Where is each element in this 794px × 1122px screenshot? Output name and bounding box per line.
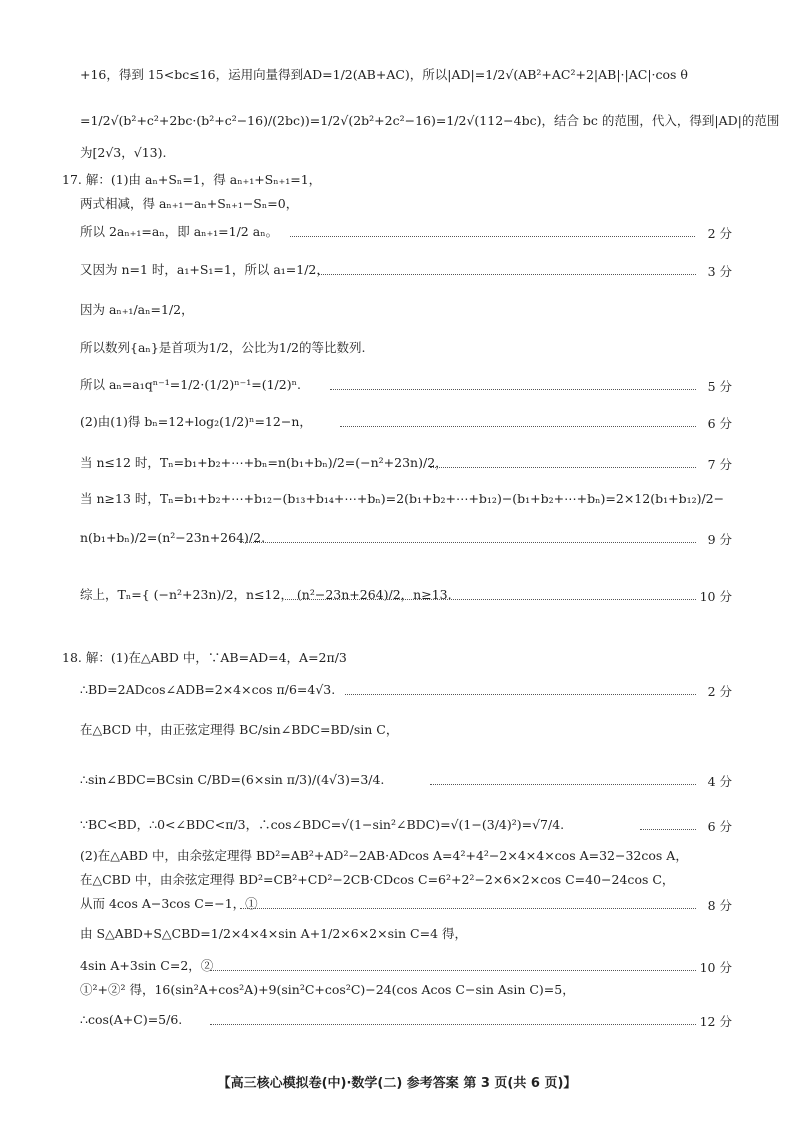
score-label: 12 分 [699,1014,732,1029]
text-line: +16，得到 15<bc≤16，运用向量得到AD=1/2(AB+AC)，所以|AD|=1/2√(AB²+AC²+2|AB|·|AC|·cos θ [80,67,688,82]
score-label: 6 分 [707,416,732,431]
text-line: 从而 4cos A−3cos C=−1，① [80,896,258,911]
page-footer: 【高三核心模拟卷(中)·数学(二) 参考答案 第 3 页(共 6 页)】 [217,1076,577,1091]
text-line: 4sin A+3sin C=2，② [80,958,214,973]
text-line: 18. 解：(1)在△ABD 中，∵AB=AD=4，A=2π/3 [62,650,347,665]
text-line: 因为 aₙ₊₁/aₙ=1/2， [80,302,194,317]
text-line: ∵BC<BD，∴0<∠BDC<π/3，∴cos∠BDC=√(1−sin²∠BDC)=√(1−(3/4)²)=√7/4. [80,817,565,832]
text-line: 由 S△ABD+S△CBD=1/2×4×4×sin A+1/2×6×2×sin C=4 得， [80,926,468,941]
score-label: 5 分 [707,379,732,394]
text-line: 又因为 n=1 时，a₁+S₁=1，所以 a₁=1/2， [80,262,329,277]
text-line: 所以数列{aₙ}是首项为1/2，公比为1/2的等比数列. [80,340,366,355]
text-line: 综上，Tₙ={ (−n²+23n)/2，n≤12， (n²−23n+264)/2，n≥13. [80,587,452,602]
score-label: 4 分 [707,774,732,789]
text-line: 两式相减，得 aₙ₊₁−aₙ+Sₙ₊₁−Sₙ=0， [80,196,299,211]
text-line: n(b₁+bₙ)/2=(n²−23n+264)/2. [80,530,266,545]
text-line: (2)由(1)得 bₙ=12+log₂(1/2)ⁿ=12−n， [80,414,312,429]
text-line: =1/2√(b²+c²+2bc·(b²+c²−16)/(2bc))=1/2√(2b²+2c²−16)=1/2√(112−4bc)，结合 bc 的范围，代入，得到|AD|的范围 [80,113,780,128]
text-line: 在△CBD 中，由余弦定理得 BD²=CB²+CD²−2CB·CDcos C=6²+2²−2×6×2×cos C=40−24cos C， [80,872,675,887]
score-label: 2 分 [707,226,732,241]
text-line: ∴cos(A+C)=5/6. [80,1012,183,1027]
score-label: 2 分 [707,684,732,699]
text-line: ①²+②² 得，16(sin²A+cos²A)+9(sin²C+cos²C)−24(cos Acos C−sin Asin C)=5， [80,982,575,997]
score-label: 9 分 [707,532,732,547]
text-line: ∴BD=2ADcos∠ADB=2×4×cos π/6=4√3. [80,682,336,697]
text-line: 在△BCD 中，由正弦定理得 BC/sin∠BDC=BD/sin C， [80,722,399,737]
text-line: 所以 2aₙ₊₁=aₙ，即 aₙ₊₁=1/2 aₙ。 [80,224,279,239]
text-line: 当 n≤12 时，Tₙ=b₁+b₂+⋯+bₙ=n(b₁+bₙ)/2=(−n²+23n)/2， [80,455,448,470]
text-line: 所以 aₙ=a₁qⁿ⁻¹=1/2·(1/2)ⁿ⁻¹=(1/2)ⁿ. [80,377,301,392]
text-line: 当 n≥13 时，Tₙ=b₁+b₂+⋯+b₁₂−(b₁₃+b₁₄+⋯+bₙ)=2(b₁+b₂+⋯+b₁₂)−(b₁+b₂+⋯+bₙ)=2×12(b₁+b₁₂)/2− [80,491,725,506]
text-line: 17. 解：(1)由 aₙ+Sₙ=1，得 aₙ₊₁+Sₙ₊₁=1， [62,172,322,187]
score-label: 3 分 [707,264,732,279]
text-line: (2)在△ABD 中，由余弦定理得 BD²=AB²+AD²−2AB·ADcos A=4²+4²−2×4×4×cos A=32−32cos A， [80,848,688,863]
text-line: 为[2√3，√13). [80,145,167,160]
score-label: 6 分 [707,819,732,834]
score-label: 8 分 [707,898,732,913]
score-label: 10 分 [699,960,732,975]
score-label: 7 分 [707,457,732,472]
text-line: ∴sin∠BDC=BCsin C/BD=(6×sin π/3)/(4√3)=3/4. [80,772,385,787]
score-label: 10 分 [699,589,732,604]
